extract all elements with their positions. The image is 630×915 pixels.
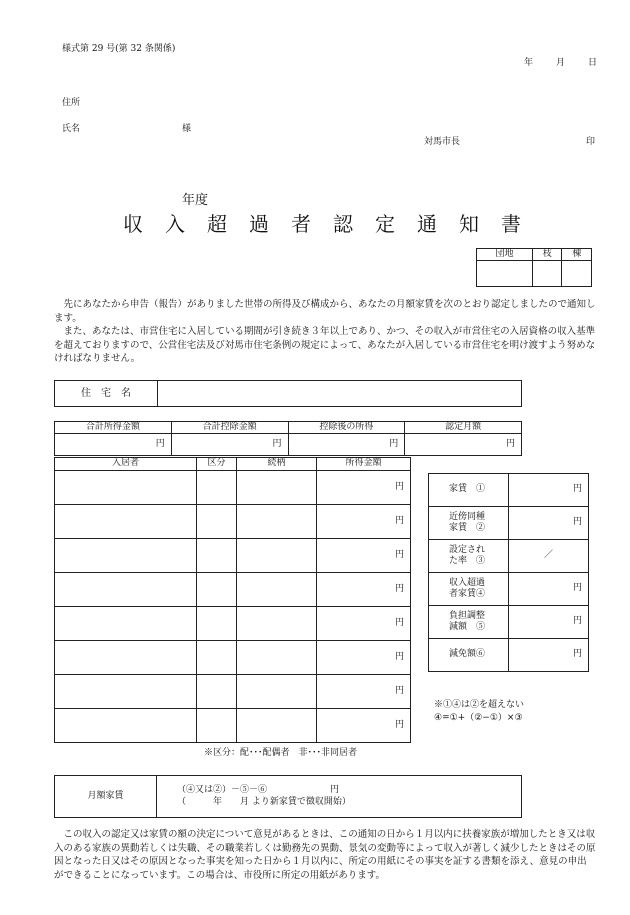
address-label: 住所 (62, 98, 81, 108)
burden-adjustment-label: 負担調整 減額 ⑤ (429, 606, 509, 639)
set-rate-value[interactable]: ／ (509, 540, 589, 573)
resident-name-cell[interactable] (55, 607, 197, 641)
unit-header-eda: 枝 (533, 249, 562, 261)
mayor-label: 対馬市長 (424, 137, 461, 147)
relationship-header: 続柄 (237, 458, 317, 471)
table-row (55, 471, 411, 505)
resident-name-cell[interactable] (55, 641, 197, 675)
table-row (55, 675, 411, 709)
title-char: 者 (291, 212, 311, 236)
total-income-value[interactable]: 円 (55, 434, 172, 456)
seal-mark: 印 (586, 137, 596, 147)
total-income-header: 合計所得金額 (55, 422, 172, 434)
table-row (55, 505, 411, 539)
category-cell[interactable] (197, 675, 237, 709)
table-row (429, 573, 589, 606)
title-char: 通 (417, 212, 437, 236)
amounts-table (54, 421, 522, 456)
table-row (429, 606, 589, 639)
monthly-rent-line-1: （④又は②）－⑤－⑥ 円 (177, 785, 340, 796)
exemption-value[interactable]: 円 (509, 639, 589, 672)
title-char: 定 (375, 212, 395, 236)
resident-name-cell[interactable] (55, 573, 197, 607)
nearby-rent-label: 近傍同種 家賃 ② (429, 507, 509, 540)
table-row (429, 474, 589, 507)
relationship-cell[interactable] (237, 505, 317, 539)
table-row (55, 539, 411, 573)
footer-notice (54, 828, 596, 882)
rent-note-2: ④=①+（②−①）×③ (434, 713, 523, 723)
income-header: 所得金額 (317, 458, 411, 471)
table-row (429, 540, 589, 573)
exemption-label: 減免額⑥ (429, 639, 509, 672)
form-number: 様式第 29 号(第 32 条関係) (62, 44, 176, 54)
relationship-cell[interactable] (237, 709, 317, 743)
relationship-cell[interactable] (237, 573, 317, 607)
category-cell[interactable] (197, 709, 237, 743)
category-cell[interactable] (197, 539, 237, 573)
table-row (55, 709, 411, 743)
income-cell[interactable]: 円 (317, 675, 411, 709)
resident-name-cell[interactable] (55, 505, 197, 539)
name-label: 氏名 (62, 124, 81, 134)
monthly-rent-table (54, 775, 522, 818)
monthly-rent-label: 月額家賃 (55, 776, 157, 818)
table-row (429, 639, 589, 672)
title-char: 収 (123, 212, 143, 236)
rent-label: 家賃 ① (429, 474, 509, 507)
date-month: 月 (556, 58, 566, 68)
income-cell[interactable]: 円 (317, 505, 411, 539)
title-char: 入 (165, 212, 185, 236)
set-rate-label: 設定され た率 ③ (429, 540, 509, 573)
income-cell[interactable]: 円 (317, 607, 411, 641)
rent-calc-table (428, 473, 589, 672)
residents-table (54, 457, 411, 743)
table-row (429, 507, 589, 540)
unit-value-eda[interactable] (533, 261, 562, 287)
relationship-cell[interactable] (237, 675, 317, 709)
nearby-rent-value[interactable]: 円 (509, 507, 589, 540)
relationship-cell[interactable] (237, 641, 317, 675)
resident-name-cell[interactable] (55, 539, 197, 573)
unit-value-tou[interactable] (562, 261, 592, 287)
table-row (55, 573, 411, 607)
excess-income-rent-label: 収入超過 者家賃④ (429, 573, 509, 606)
monthly-rent-line-2: （ 年 月 より新家賃で徴収開始） (177, 796, 351, 807)
resident-name-cell[interactable] (55, 471, 197, 505)
relationship-cell[interactable] (237, 607, 317, 641)
total-deduction-header: 合計控除金額 (171, 422, 288, 434)
income-cell[interactable]: 円 (317, 539, 411, 573)
housing-label: 住 宅 名 (55, 381, 158, 407)
relationship-cell[interactable] (237, 539, 317, 573)
income-cell[interactable]: 円 (317, 471, 411, 505)
footer-paragraph: この収入の認定又は家賃の額の決定について意見があるときは、この通知の日から１月以内に扶養家族が増加したとき又は収入のある家族の異動若しくは失職、その職業若しくは勤務先の異動、景気の変動等によって収入が著しく減少したときはその原因となった日又はその原因となった事実を知った日から１月以内に、所定の用紙にその事実を証する書類を添え、意見の申出ができることになっています。この場合は、市役所に所定の用紙があります。 (54, 829, 596, 881)
certified-monthly-value[interactable]: 円 (405, 434, 522, 456)
title-char: 知 (459, 212, 479, 236)
title-char: 過 (249, 212, 269, 236)
category-cell[interactable] (197, 573, 237, 607)
title-char: 超 (207, 212, 227, 236)
honorific: 様 (182, 124, 192, 134)
resident-name-cell[interactable] (55, 709, 197, 743)
resident-name-cell[interactable] (55, 675, 197, 709)
income-cell[interactable]: 円 (317, 573, 411, 607)
housing-value[interactable] (158, 381, 522, 407)
relationship-cell[interactable] (237, 471, 317, 505)
income-cell[interactable]: 円 (317, 641, 411, 675)
income-after-deduction-header: 控除後の所得 (288, 422, 405, 434)
burden-adjustment-value[interactable]: 円 (509, 606, 589, 639)
unit-table (476, 248, 592, 287)
certified-monthly-header: 認定月額 (405, 422, 522, 434)
category-cell[interactable] (197, 641, 237, 675)
intro-paragraph-2: また、あなたは、市営住宅に入居している期間が引き続き３年以上であり、かつ、その収入が市営住宅の入居資格の収入基準を超えておりますので、公営住宅法及び対馬市住宅条例の規定によって、あなたが入居している市営住宅を明け渡すよう努めなければなりません。 (54, 326, 596, 364)
unit-value-danchi[interactable] (477, 261, 533, 287)
category-note: ※区分：配･･･配偶者 非･･･非同居者 (204, 748, 358, 758)
fiscal-year-label: 年度 (182, 193, 209, 208)
document-title (112, 208, 532, 237)
rent-value[interactable]: 円 (509, 474, 589, 507)
intro-text (54, 298, 596, 366)
monthly-rent-formula[interactable] (157, 776, 522, 818)
table-row (55, 641, 411, 675)
housing-table (54, 380, 522, 407)
excess-income-rent-value[interactable]: 円 (509, 573, 589, 606)
rent-note-1: ※①④は②を超えない (434, 700, 525, 710)
category-header: 区分 (197, 458, 237, 471)
unit-header-danchi: 団地 (477, 249, 533, 261)
table-row (55, 607, 411, 641)
intro-paragraph-1: 先にあなたから申告（報告）がありました世帯の所得及び構成から、あなたの月額家賃を次のとおり認定しましたので通知します。 (54, 299, 596, 324)
category-cell[interactable] (197, 607, 237, 641)
unit-header-tou: 棟 (562, 249, 592, 261)
title-char: 認 (333, 212, 353, 236)
category-cell[interactable] (197, 505, 237, 539)
income-cell[interactable]: 円 (317, 709, 411, 743)
date-day: 日 (588, 58, 598, 68)
income-after-deduction-value[interactable]: 円 (288, 434, 405, 456)
resident-header: 入居者 (55, 458, 197, 471)
total-deduction-value[interactable]: 円 (171, 434, 288, 456)
title-char: 書 (501, 212, 521, 236)
category-cell[interactable] (197, 471, 237, 505)
date-year: 年 (524, 58, 534, 68)
